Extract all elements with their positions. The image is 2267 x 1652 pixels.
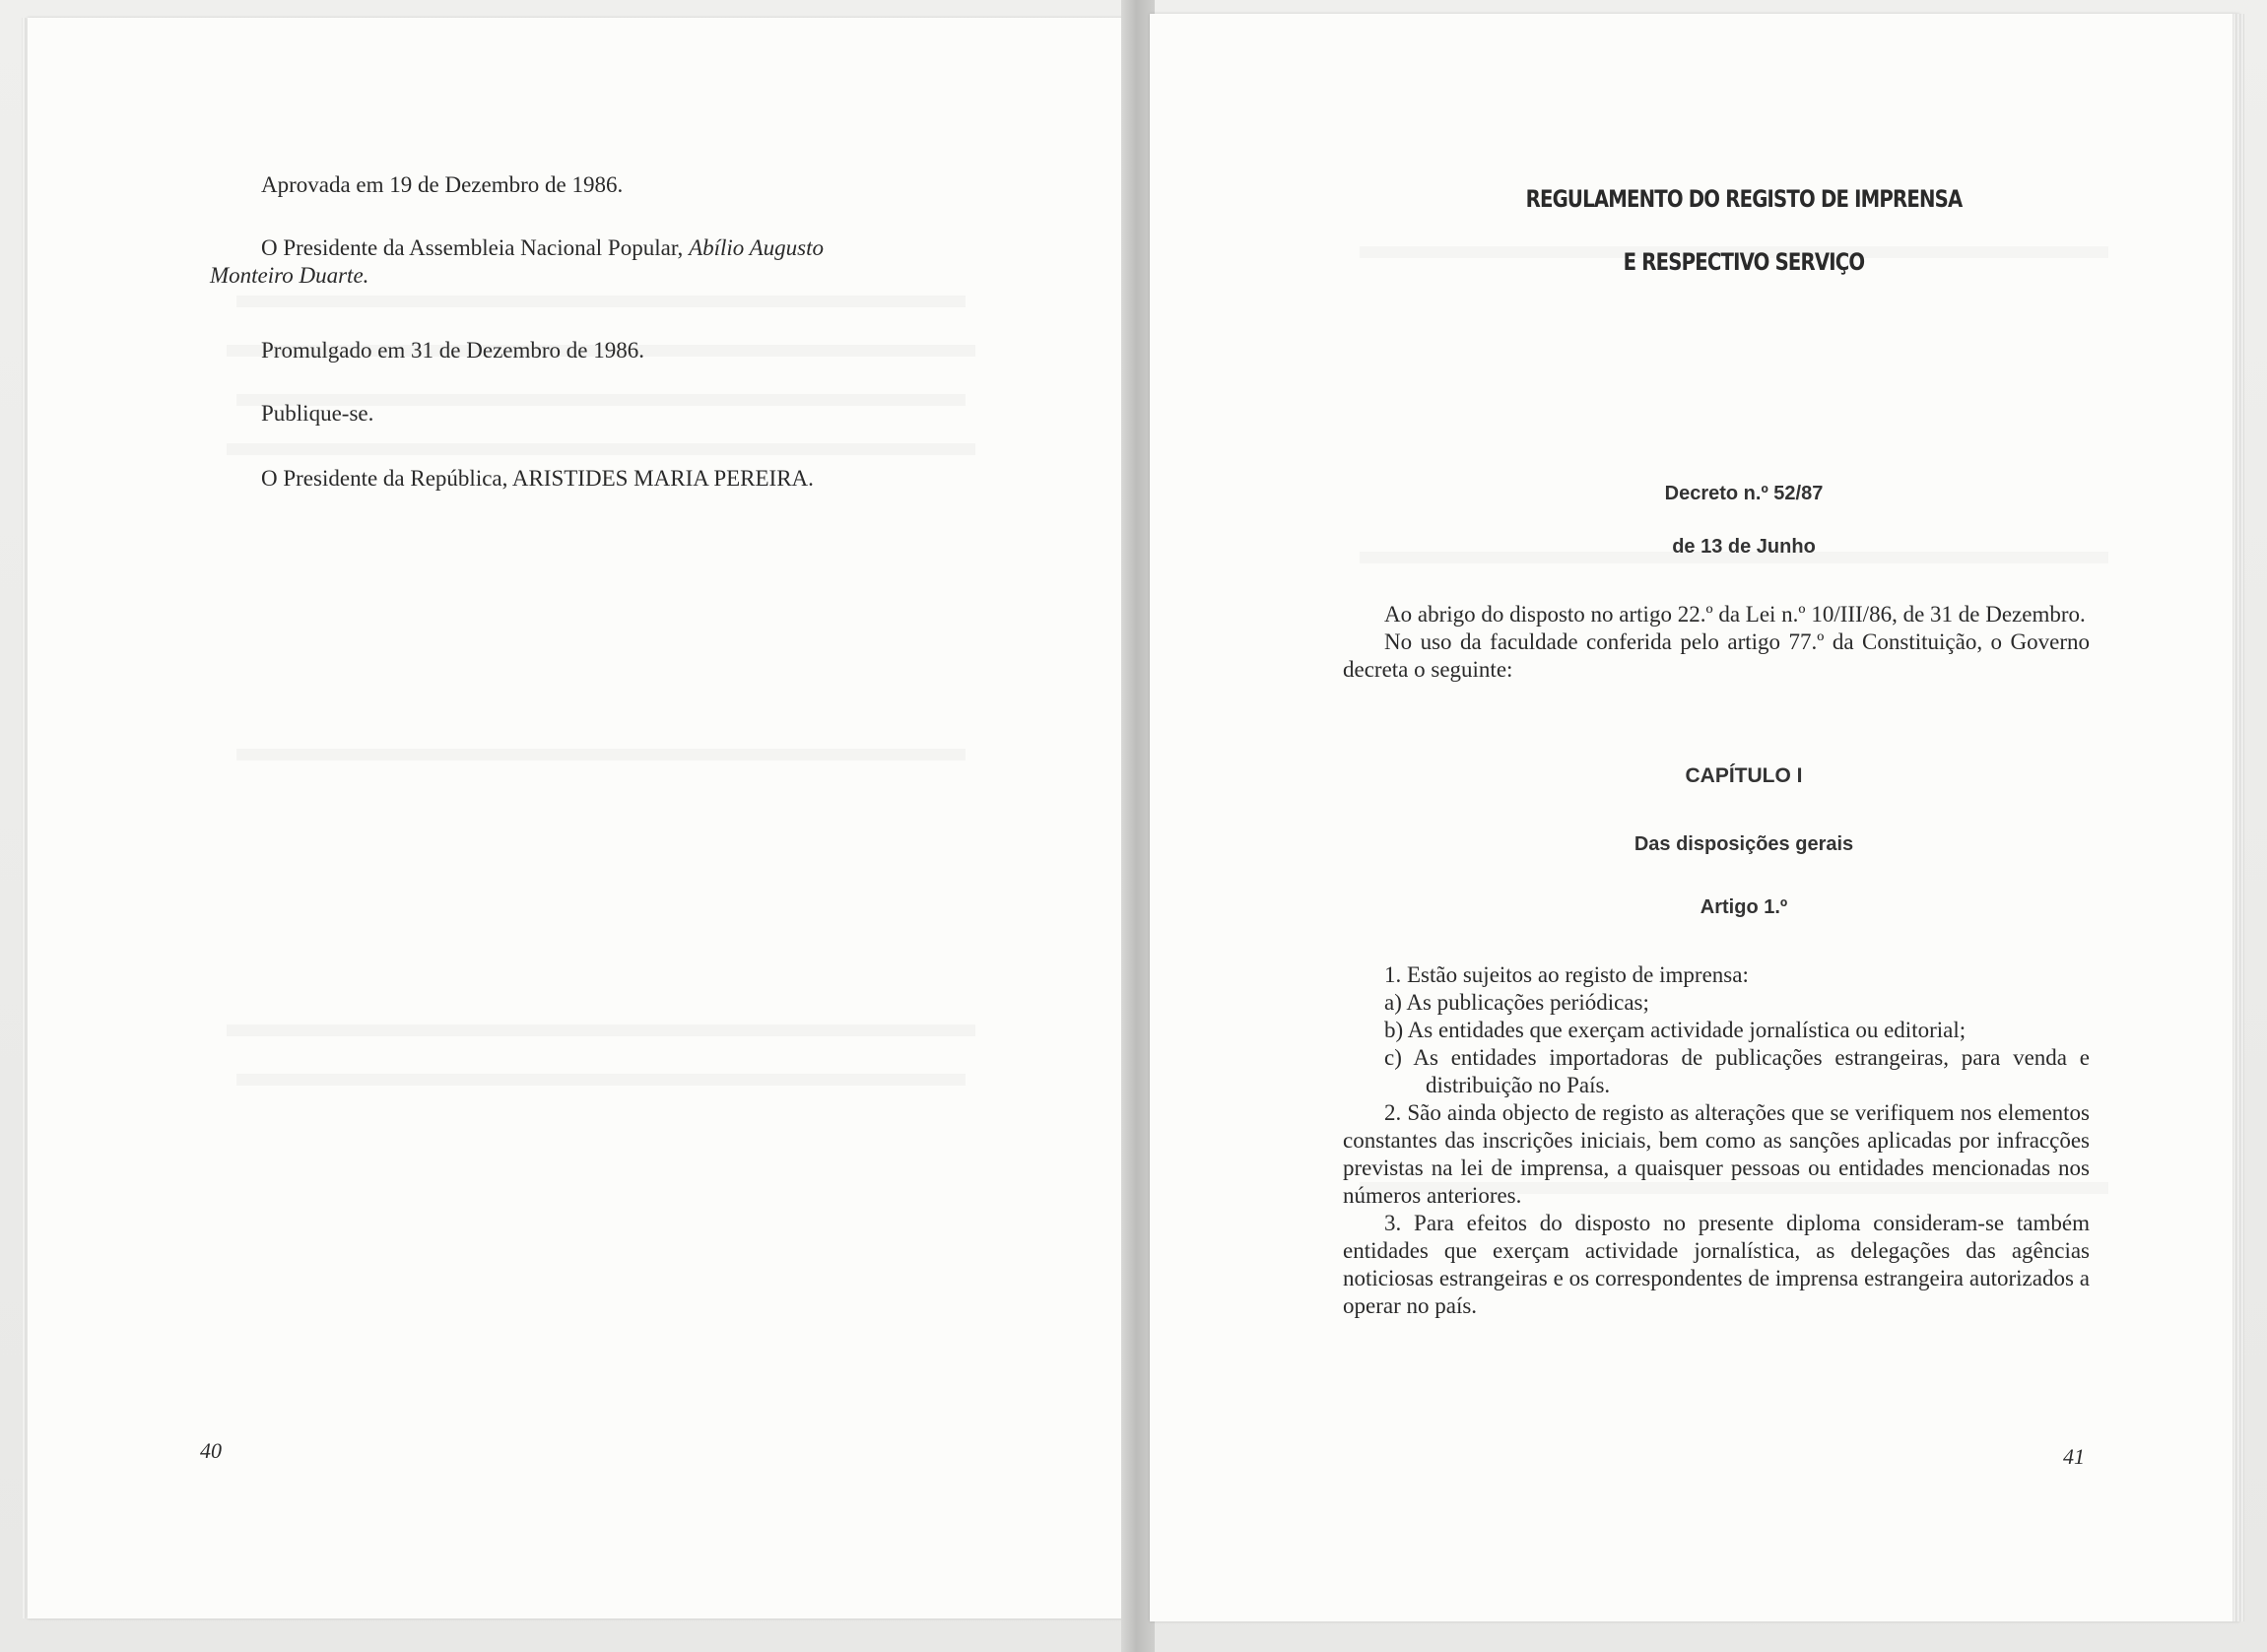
regulation-title-line2: E RESPECTIVO SERVIÇO [1623, 248, 1865, 276]
regulation-title [1369, 185, 2118, 276]
preamble-constitution: No uso da faculdade conferida pelo artigo 77.º da Constituição, o Governo decreta o seguinte: [1343, 629, 2090, 682]
chapter-heading: CAPÍTULO I [1685, 764, 1803, 787]
preamble [1343, 601, 2090, 684]
chapter-title: Das disposições gerais [1634, 833, 1854, 855]
article-1-body [1343, 961, 2090, 1320]
page-number-left: 40 [200, 1438, 222, 1463]
promulgation-date: Promulgado em 31 de Dezembro de 1986. [261, 338, 644, 363]
article-1-item-1c: c) As entidades importadoras de publicações estrangeiras, para venda e distribuição no País. [1384, 1045, 2090, 1097]
assembly-president-title: O Presidente da Assembleia Nacional Popular, [261, 235, 684, 260]
assembly-president-name: Abílio Augusto [689, 235, 825, 260]
assembly-president-signature [210, 234, 951, 290]
approval-date: Aprovada em 19 de Dezembro de 1986. [261, 172, 624, 197]
decree-number: Decreto n.º 52/87 [1664, 483, 1824, 504]
article-1-item-2: 2. São ainda objecto de registo as alterações que se verifiquem nos elementos constantes das inscrições iniciais, bem como as sanções aplicadas por infracções previstas na lei de imprensa, a quaisquer pessoas ou entidades mencionadas nos números anteriores. [1343, 1100, 2090, 1208]
article-1-item-1a: a) As publicações periódicas; [1384, 990, 1649, 1015]
right-page-edge [2233, 14, 2244, 1621]
regulation-title-line1: REGULAMENTO DO REGISTO DE IMPRENSA [1525, 185, 1963, 213]
republic-president-signature: O Presidente da República, ARISTIDES MARIA PEREIRA. [261, 466, 814, 491]
article-heading: Artigo 1.º [1700, 896, 1788, 918]
decree-date: de 13 de Junho [1672, 536, 1816, 558]
article-1-item-1: 1. Estão sujeitos ao registo de imprensa: [1384, 962, 1749, 987]
article-1-item-1b: b) As entidades que exerçam actividade jornalística ou editorial; [1384, 1018, 1967, 1042]
article-1-item-3: 3. Para efeitos do disposto no presente diploma consideram-se também entidades que exerçam actividade jornalística, as delegações das agências noticiosas estrangeiras e os correspondentes de imprensa estrangeira autorizados a operar no país. [1343, 1211, 2090, 1318]
publish-order: Publique-se. [261, 401, 374, 426]
assembly-president-name-continued: Monteiro Duarte. [210, 263, 369, 288]
page-number-right: 41 [2063, 1444, 2085, 1469]
preamble-legal-basis: Ao abrigo do disposto no artigo 22.º da Lei n.º 10/III/86, de 31 de Dezembro. [1384, 602, 2086, 627]
